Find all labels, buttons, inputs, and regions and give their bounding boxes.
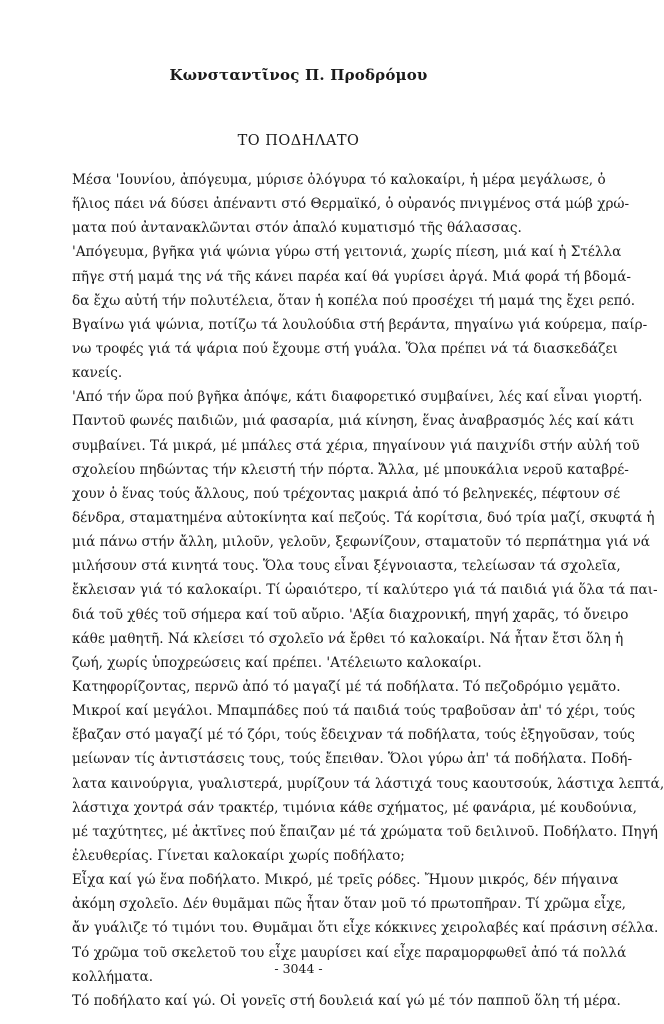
text-line: Παντοῦ φωνές παιδιῶν, μιά φασαρία, μιά κίνηση, ἕνας ἀναβρασμός λές καί κάτι <box>72 413 635 430</box>
text-line: Μικροί καί μεγάλοι. Μπαμπάδες πού τά παιδιά τούς τραβοῦσαν ἀπ' τό χέρι, τούς <box>72 703 636 720</box>
text-line: λάστιχα χοντρά σάν τρακτέρ, τιμόνια κάθε σχήματος, μέ φανάρια, μέ κουδούνια, <box>72 799 637 816</box>
body-text <box>72 168 664 1013</box>
text-line: νω τροφές γιά τά ψάρια πού ἔχουμε στή γυάλα. Ὅλα πρέπει νά τά διασκεδάζει <box>72 340 618 357</box>
text-line: κολλήματα. <box>72 968 154 985</box>
text-line: μιλήσουν στά κινητά τους. Ὅλα τους εἶναι ξέγνοιαστα, τελείωσαν τά σχολεῖα, <box>72 558 621 575</box>
text-line: χουν ὁ ἕνας τούς ἄλλους, πού τρέχοντας μακριά ἀπό τό βεληνεκές, πέφτουν σέ <box>72 485 621 502</box>
text-line: Βγαίνω γιά ψώνια, ποτίζω τά λουλούδια στή βεράντα, πηγαίνω γιά κούρεμα, παίρ- <box>72 316 648 333</box>
text-line: μέ ταχύτητες, μέ ἀκτῖνες πού ἔπαιζαν μέ τά χρώματα τοῦ δειλινοῦ. Ποδήλατο. Πηγή <box>72 823 658 840</box>
text-line: μείωναν τίς ἀντιστάσεις τους, τούς ἔπειθαν. Ὅλοι γύρω ἀπ' τά ποδήλατα. Ποδή- <box>72 751 633 768</box>
text-line: Κατηφορίζοντας, περνῶ ἀπό τό μαγαζί μέ τά ποδήλατα. Τό πεζοδρόμιο γεμᾶτο. <box>72 678 621 695</box>
text-line: ματα πού ἀντανακλῶνται στόν ἁπαλό κυματισμό τῆς θάλασσας. <box>72 220 522 237</box>
text-line: Εἶχα καί γώ ἕνα ποδήλατο. Μικρό, μέ τρεῖς ρόδες. Ἤμουν μικρός, δέν πήγαινα <box>72 872 619 889</box>
text-line: συμβαίνει. Τά μικρά, μέ μπάλες στά χέρια, πηγαίνουν γιά παιχνίδι στήν αὐλή τοῦ <box>72 437 640 454</box>
text-line: σχολείου πηδώντας τήν κλειστή τήν πόρτα. Ἄλλα, μέ μπουκάλια νεροῦ καταβρέ- <box>72 461 629 478</box>
text-line: δένδρα, σταματημένα αὐτοκίνητα καί πεζούς. Τά κορίτσια, δυό τρία μαζί, σκυφτά ἡ <box>72 509 655 526</box>
text-line: ζωή, χωρίς ὑποχρεώσεις καί πρέπει. 'Ατέλειωτο καλοκαίρι. <box>72 654 482 671</box>
text-line: πῆγε στή μαμά της νά τῆς κάνει παρέα καί θά γυρίσει ἀργά. Μιά φορά τή βδομά- <box>72 268 632 285</box>
text-line: Τό χρῶμα τοῦ σκελετοῦ του εἶχε μαυρίσει καί εἶχε παραμορφωθεῖ ἀπό τά πολλά <box>72 944 627 961</box>
text-line: λατα καινούργια, γυαλιστερά, μυρίζουν τά λάστιχά τους καουτσούκ, λάστιχα λεπτά, <box>72 775 664 792</box>
text-line: ἥλιος πάει νά δύσει ἀπέναντι στό Θερμαϊκό, ὁ οὐρανός πνιγμένος στά μώβ χρώ- <box>72 196 630 213</box>
text-line: ἔβαζαν στό μαγαζί μέ τό ζόρι, τούς ἔδειχναν τά ποδήλατα, τούς ἐξηγοῦσαν, τούς <box>72 727 635 744</box>
text-line: ἐλευθερίας. Γίνεται καλοκαίρι χωρίς ποδήλατο; <box>72 847 405 864</box>
text-line: ἄν γυάλιζε τό τιμόνι του. Θυμᾶμαι ὅτι εἶχε κόκκινες χειρολαβές καί πράσινη σέλλα. <box>72 920 659 937</box>
page-title: ΤΟ ΠΟΔΗΛΑΤΟ <box>237 133 360 149</box>
text-line: 'Από τήν ὥρα πού βγῆκα ἀπόψε, κάτι διαφορετικό συμβαίνει, λές καί εἶναι γιορτή. <box>72 389 643 406</box>
text-line: μιά πάνω στήν ἄλλη, μιλοῦν, γελοῦν, ξεφωνίζουν, σταματοῦν τό περπάτημα γιά νά <box>72 534 650 551</box>
author-name: Κωνσταντῖνος Π. Προδρόμου <box>169 66 428 84</box>
text-line: Μέσα 'Ιουνίου, ἀπόγευμα, μύρισε ὁλόγυρα τό καλοκαίρι, ἡ μέρα μεγάλωσε, ὁ <box>72 172 606 188</box>
text-line: κανείς. <box>72 365 123 382</box>
text-line: ἀκόμη σχολεῖο. Δέν θυμᾶμαι πῶς ἦταν ὅταν μοῦ τό πρωτοπῆραν. Τί χρῶμα εἶχε, <box>72 896 626 913</box>
text-line: κάθε μαθητῆ. Νά κλείσει τό σχολεῖο νά ἔρθει τό καλοκαίρι. Νά ἦταν ἔτσι ὅλη ἡ <box>72 630 624 647</box>
page-number: - 3044 - <box>274 961 323 976</box>
text-line: Τό ποδήλατο καί γώ. Οἱ γονεῖς στή δουλειά καί γώ μέ τόν παπποῦ ὅλη τή μέρα. <box>72 992 621 1009</box>
text-line: δα ἔχω αὐτή τήν πολυτέλεια, ὅταν ἡ κοπέλα πού προσέχει τή μαμά της ἔχει ρεπό. <box>72 292 636 309</box>
text-line: 'Απόγευμα, βγῆκα γιά ψώνια γύρω στή γειτονιά, χωρίς πίεση, μιά καί ἡ Στέλλα <box>72 244 622 261</box>
text-line: ἔκλεισαν γιά τό καλοκαίρι. Τί ὡραιότερο, τί καλύτερο γιά τά παιδιά γιά ὅλα τά παι- <box>72 582 658 599</box>
text-line: διά τοῦ χθές τοῦ σήμερα καί τοῦ αὔριο. 'Αξία διαχρονική, πηγή χαρᾶς, τό ὄνειρο <box>72 606 629 623</box>
